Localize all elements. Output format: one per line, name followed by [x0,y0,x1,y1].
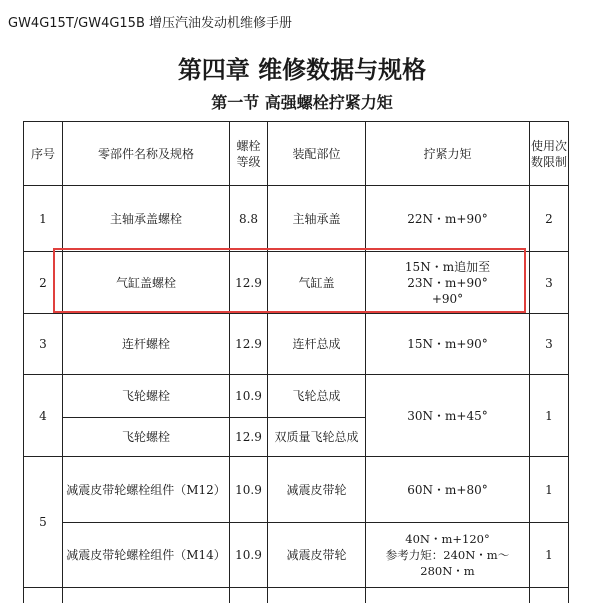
row5b-grade: 10.9 [235,548,262,562]
row2-grade: 12.9 [235,275,262,290]
row2-torque-line1: 15N・m追加至 [404,259,491,274]
row1-torque: 22N・m+90° [407,211,488,226]
row5b-torque-line1: 40N・m+120° [405,532,490,546]
row5b-torque-line2: 参考力矩：240N・m～280N・m [385,548,510,578]
header-part: 零部件名称及规格 [97,146,194,161]
row5b-torque [366,523,529,587]
row1-location: 主轴承盖 [292,211,341,226]
row5b-location: 减震皮带轮 [286,548,347,562]
row5a-location: 减震皮带轮 [286,482,347,497]
header-no: 序号 [30,146,55,161]
row5a-torque: 60N・m+80° [407,482,488,497]
row4-no: 4 [39,408,47,423]
row5b-part: 减震皮带轮螺栓组件（M14） [66,548,226,562]
row2-limit: 3 [545,275,553,290]
header-limit-line1: 使用次 [530,138,567,153]
header-location: 装配部位 [292,146,341,161]
row5-no: 5 [39,515,47,529]
row2-part: 气缸盖螺栓 [115,275,176,290]
header-grade-line1: 螺栓 [236,138,261,153]
header-grade-line2: 等级 [236,154,261,169]
row4a-grade: 10.9 [235,389,262,403]
row4b-part: 飞轮螺栓 [121,430,170,444]
manual-header: GW4G15T/GW4G15B 增压汽油发动机维修手册 [8,16,293,31]
row2-no: 2 [39,275,47,290]
row4a-location: 飞轮总成 [292,389,341,403]
row2-torque-line2: 23N・m+90° [407,275,488,290]
header-grade [230,122,267,185]
header-limit-line2: 数限制 [530,154,567,169]
row3-torque: 15N・m+90° [407,337,488,351]
row5a-limit: 1 [545,482,553,497]
highlight-box [53,248,526,313]
row3-location: 连杆总成 [292,337,341,351]
row1-part: 主轴承盖螺栓 [109,211,182,226]
row1-grade: 8.8 [238,211,259,226]
row3-part: 连杆螺栓 [121,337,170,351]
row4-torque: 30N・m+45° [407,408,488,423]
row4a-part: 飞轮螺栓 [121,389,170,403]
row4b-location: 双质量飞轮总成 [274,430,359,444]
row2-torque-line3: +90° [431,291,464,306]
row3-grade: 12.9 [235,337,262,351]
row3-limit: 3 [545,337,553,351]
row2-location: 气缸盖 [298,275,335,290]
row4-limit: 1 [545,408,553,423]
header-torque: 拧紧力矩 [423,146,472,161]
row5a-part: 减震皮带轮螺栓组件（M12） [66,482,226,497]
row1-no: 1 [39,211,47,226]
row4b-grade: 12.9 [235,430,262,444]
row1-limit: 2 [545,211,553,226]
chapter-title: 第四章 维修数据与规格 [177,56,427,84]
row5a-grade: 10.9 [235,482,262,497]
row5b-limit: 1 [545,548,553,562]
section-title: 第一节 高强螺栓拧紧力矩 [211,93,393,112]
header-limit [530,122,568,185]
row3-no: 3 [39,337,47,351]
